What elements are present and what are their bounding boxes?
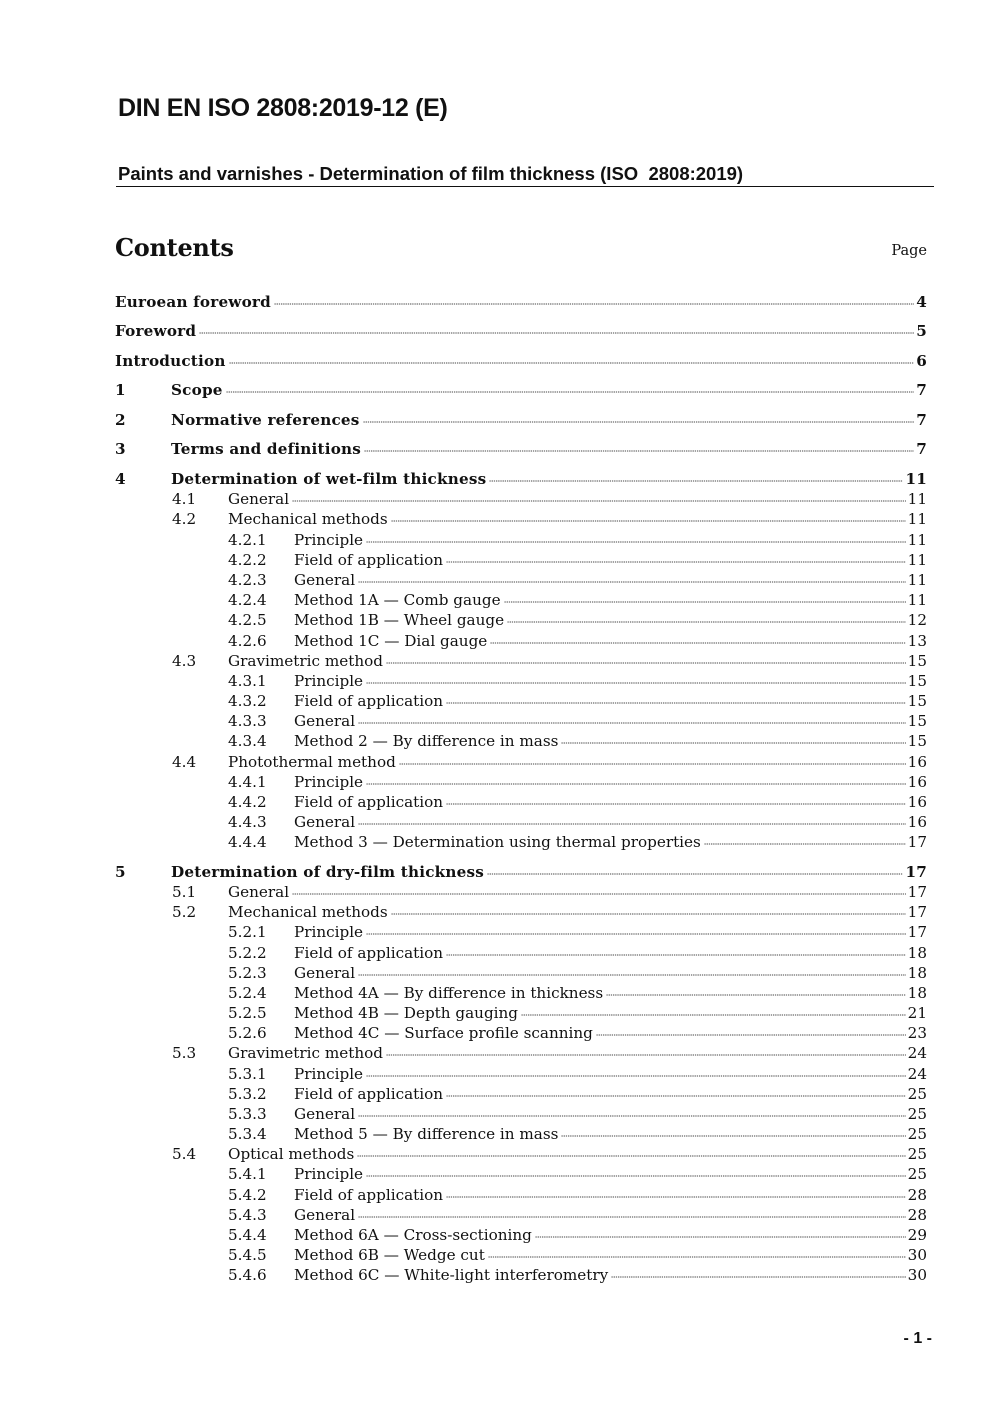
toc-entry-page: 24 — [907, 1044, 927, 1062]
toc-entry-page: 11 — [907, 551, 927, 569]
toc-entry-number: 5.2.1 — [228, 923, 267, 941]
toc-entry-number: 4.2.2 — [228, 551, 267, 569]
toc-entry-number: 5.2.4 — [228, 984, 267, 1002]
toc-entry-page: 17 — [905, 863, 927, 881]
toc-entry-title: Introduction — [115, 352, 226, 370]
page-column-label: Page — [891, 243, 927, 259]
toc-dot-leader — [596, 1033, 906, 1038]
toc-dot-leader — [363, 420, 915, 425]
toc-entry-title: Field of application — [294, 1186, 444, 1204]
toc-dot-leader — [386, 661, 906, 666]
toc-entry-number: 3 — [115, 440, 126, 458]
toc-dot-leader — [487, 872, 903, 877]
toc-entry[interactable] — [115, 812, 927, 832]
toc-entry-title: Principle — [294, 672, 364, 690]
toc-entry-number: 4.3.4 — [228, 732, 267, 750]
toc-entry-page: 17 — [907, 923, 927, 941]
toc-entry-page: 23 — [907, 1024, 927, 1042]
toc-entry-number: 5.1 — [172, 883, 197, 901]
toc-entry-page: 15 — [907, 652, 927, 670]
toc-dot-leader — [606, 993, 906, 998]
toc-entry[interactable] — [115, 1003, 927, 1023]
toc-entry-page: 28 — [907, 1206, 927, 1224]
toc-entry[interactable] — [115, 1265, 927, 1285]
toc-entry[interactable] — [115, 1043, 927, 1063]
toc-entry-title: Field of application — [294, 551, 444, 569]
toc-entry-title: Gravimetric method — [228, 1044, 383, 1062]
toc-dot-leader — [366, 1074, 906, 1079]
toc-entry-title: Field of application — [294, 692, 444, 710]
toc-dot-leader — [292, 499, 906, 504]
toc-entry-title: Method 4B — Depth gauging — [294, 1004, 519, 1022]
toc-entry-title: Photothermal method — [228, 753, 396, 771]
toc-dot-leader — [704, 842, 906, 847]
toc-entry-title: Method 1A — Comb gauge — [294, 591, 501, 609]
toc-entry-page: 5 — [916, 322, 927, 340]
toc-entry-page: 16 — [907, 773, 927, 791]
toc-entry-title: Method 1B — Wheel gauge — [294, 611, 505, 629]
toc-entry-page: 18 — [907, 964, 927, 982]
toc-dot-leader — [561, 741, 905, 746]
toc-entry-number: 5.3 — [172, 1044, 197, 1062]
toc-entry-page: 28 — [907, 1186, 927, 1204]
toc-entry[interactable] — [115, 1144, 927, 1164]
toc-dot-leader — [358, 1114, 906, 1119]
toc-dot-leader — [364, 449, 914, 454]
toc-entry-number: 4.4.4 — [228, 833, 267, 851]
toc-dot-leader — [358, 822, 906, 827]
toc-entry[interactable] — [115, 1023, 927, 1043]
toc-entry-page: 13 — [907, 632, 927, 650]
toc-entry-page: 25 — [907, 1165, 927, 1183]
toc-entry-title: Foreword — [115, 322, 197, 340]
toc-entry[interactable] — [115, 1124, 927, 1144]
toc-entry-number: 4.4.1 — [228, 773, 267, 791]
toc-dot-leader — [446, 560, 906, 565]
toc-dot-leader — [391, 912, 906, 917]
toc-entry[interactable] — [115, 752, 927, 772]
toc-entry-number: 5.2.6 — [228, 1024, 267, 1042]
toc-dot-leader — [507, 620, 906, 625]
toc-entry[interactable] — [115, 489, 927, 509]
toc-entry-title: Method 4A — By difference in thickness — [294, 984, 604, 1002]
toc-entry-page: 11 — [907, 510, 927, 528]
toc-dot-leader — [366, 540, 906, 545]
toc-entry[interactable] — [115, 922, 927, 942]
toc-entry-page: 25 — [907, 1145, 927, 1163]
document-title: DIN EN ISO 2808:2019-12 (E) — [118, 94, 448, 122]
toc-entry[interactable] — [115, 410, 927, 430]
toc-entry[interactable] — [115, 1104, 927, 1124]
toc-entry-title: General — [228, 883, 290, 901]
toc-entry-number: 5.2.2 — [228, 944, 267, 962]
toc-entry-title: Euroean foreword — [115, 293, 271, 311]
toc-dot-leader — [521, 1013, 906, 1018]
toc-entry-title: Normative references — [171, 411, 360, 429]
toc-entry-title: Principle — [294, 531, 364, 549]
toc-entry-page: 6 — [916, 352, 927, 370]
toc-dot-leader — [358, 973, 906, 978]
toc-entry-title: Principle — [294, 1065, 364, 1083]
toc-entry-number: 4.3.2 — [228, 692, 267, 710]
toc-entry[interactable] — [115, 862, 927, 882]
toc-entry[interactable] — [115, 1225, 927, 1245]
toc-dot-leader — [358, 721, 906, 726]
toc-entry-page: 17 — [907, 903, 927, 921]
toc-entry-number: 4.4 — [172, 753, 197, 771]
toc-dot-leader — [366, 932, 906, 937]
toc-entry-title: Method 1C — Dial gauge — [294, 632, 488, 650]
toc-entry[interactable] — [115, 1205, 927, 1225]
toc-entry-title: Mechanical methods — [228, 510, 388, 528]
toc-entry-page: 24 — [907, 1065, 927, 1083]
toc-entry[interactable] — [115, 902, 927, 922]
toc-entry-number: 5.3.4 — [228, 1125, 267, 1143]
toc-entry[interactable] — [115, 469, 927, 489]
toc-dot-leader — [292, 892, 906, 897]
toc-entry-number: 2 — [115, 411, 126, 429]
toc-entry-number: 5.2.3 — [228, 964, 267, 982]
toc-entry-page: 18 — [907, 984, 927, 1002]
toc-entry-page: 16 — [907, 793, 927, 811]
toc-entry[interactable] — [115, 439, 927, 459]
toc-entry-number: 5.4.5 — [228, 1246, 267, 1264]
toc-entry[interactable] — [115, 792, 927, 812]
toc-entry-title: Determination of wet-film thickness — [171, 470, 487, 488]
toc-entry-number: 4.2 — [172, 510, 197, 528]
toc-entry[interactable] — [115, 1245, 927, 1265]
toc-entry-title: Optical methods — [228, 1145, 355, 1163]
toc-dot-leader — [446, 802, 906, 807]
toc-entry-number: 5.4.2 — [228, 1186, 267, 1204]
toc-entry[interactable] — [115, 731, 927, 751]
toc-dot-leader — [366, 681, 906, 686]
toc-dot-leader — [358, 580, 906, 585]
toc-entry-title: Principle — [294, 773, 364, 791]
toc-entry-title: General — [228, 490, 290, 508]
toc-entry-title: Principle — [294, 1165, 364, 1183]
toc-dot-leader — [561, 1134, 905, 1139]
toc-entry-number: 5.2 — [172, 903, 197, 921]
toc-entry-title: Method 4C — Surface profile scanning — [294, 1024, 593, 1042]
toc-dot-leader — [488, 1255, 906, 1260]
toc-entry[interactable] — [115, 963, 927, 983]
toc-entry-number: 5.3.2 — [228, 1085, 267, 1103]
toc-dot-leader — [446, 1094, 906, 1099]
toc-entry[interactable] — [115, 292, 927, 312]
toc-dot-leader — [358, 1215, 906, 1220]
toc-entry-title: Method 2 — By difference in mass — [294, 732, 559, 750]
toc-entry-page: 17 — [907, 833, 927, 851]
toc-entry-number: 5.4.1 — [228, 1165, 267, 1183]
toc-entry-page: 11 — [907, 591, 927, 609]
toc-entry-number: 5 — [115, 863, 126, 881]
toc-entry-title: General — [294, 712, 356, 730]
toc-entry-title: General — [294, 571, 356, 589]
toc-entry[interactable] — [115, 882, 927, 902]
toc-entry[interactable] — [115, 1084, 927, 1104]
toc-entry[interactable] — [115, 943, 927, 963]
toc-entry[interactable] — [115, 651, 927, 671]
toc-entry-page: 12 — [907, 611, 927, 629]
toc-entry[interactable] — [115, 1185, 927, 1205]
toc-entry-title: Field of application — [294, 1085, 444, 1103]
toc-dot-leader — [504, 600, 906, 605]
toc-dot-leader — [391, 519, 906, 524]
toc-dot-leader — [489, 479, 903, 484]
toc-entry-page: 7 — [916, 440, 927, 458]
toc-entry-number: 4 — [115, 470, 126, 488]
contents-heading: Contents — [115, 233, 234, 262]
toc-entry-title: Method 5 — By difference in mass — [294, 1125, 559, 1143]
toc-entry-number: 4.2.6 — [228, 632, 267, 650]
toc-entry[interactable] — [115, 691, 927, 711]
toc-entry[interactable] — [115, 631, 927, 651]
toc-entry-title: General — [294, 813, 356, 831]
toc-entry-number: 4.4.2 — [228, 793, 267, 811]
toc-entry-title: Method 6A — Cross-sectioning — [294, 1226, 532, 1244]
toc-entry[interactable] — [115, 983, 927, 1003]
toc-entry-page: 15 — [907, 712, 927, 730]
toc-entry-page: 11 — [907, 490, 927, 508]
toc-entry-number: 4.3.3 — [228, 712, 267, 730]
toc-entry-title: Mechanical methods — [228, 903, 388, 921]
toc-entry-page: 15 — [907, 692, 927, 710]
toc-entry-title: Gravimetric method — [228, 652, 383, 670]
toc-dot-leader — [446, 1195, 906, 1200]
document-subtitle: Paints and varnishes - Determination of film thickness (ISO 2808:2019) — [116, 163, 934, 187]
toc-entry[interactable] — [115, 321, 927, 341]
toc-entry-title: Determination of dry-film thickness — [171, 863, 485, 881]
toc-entry-number: 5.4 — [172, 1145, 197, 1163]
toc-entry-page: 11 — [907, 571, 927, 589]
toc-entry-page: 29 — [907, 1226, 927, 1244]
toc-entry-title: Principle — [294, 923, 364, 941]
toc-entry[interactable] — [115, 772, 927, 792]
toc-entry-page: 11 — [907, 531, 927, 549]
toc-entry-page: 25 — [907, 1105, 927, 1123]
toc-entry[interactable] — [115, 832, 927, 852]
toc-entry-page: 17 — [907, 883, 927, 901]
toc-dot-leader — [366, 1174, 906, 1179]
toc-entry-number: 4.4.3 — [228, 813, 267, 831]
toc-dot-leader — [229, 361, 915, 366]
toc-entry-title: Scope — [171, 381, 223, 399]
toc-entry-page: 25 — [907, 1085, 927, 1103]
toc-entry-number: 4.2.4 — [228, 591, 267, 609]
toc-entry-page: 25 — [907, 1125, 927, 1143]
toc-dot-leader — [357, 1154, 905, 1159]
toc-entry[interactable] — [115, 1064, 927, 1084]
toc-entry[interactable] — [115, 550, 927, 570]
toc-entry-number: 5.4.4 — [228, 1226, 267, 1244]
toc-dot-leader — [446, 953, 906, 958]
toc-entry[interactable] — [115, 610, 927, 630]
toc-entry[interactable] — [115, 380, 927, 400]
toc-entry-page: 21 — [907, 1004, 927, 1022]
toc-dot-leader — [611, 1275, 905, 1280]
toc-entry-title: Terms and definitions — [171, 440, 362, 458]
toc-entry-page: 16 — [907, 813, 927, 831]
toc-dot-leader — [226, 390, 915, 395]
toc-entry-number: 4.1 — [172, 490, 197, 508]
toc-entry[interactable] — [115, 351, 927, 371]
toc-entry-title: Field of application — [294, 793, 444, 811]
toc-dot-leader — [366, 782, 906, 787]
toc-entry-title: General — [294, 964, 356, 982]
toc-entry-title: Field of application — [294, 944, 444, 962]
toc-entry-title: Method 3 — Determination using thermal properties — [294, 833, 701, 851]
toc-entry-title: Method 6B — Wedge cut — [294, 1246, 485, 1264]
toc-entry[interactable] — [115, 671, 927, 691]
toc-dot-leader — [535, 1235, 906, 1240]
toc-entry-number: 5.3.1 — [228, 1065, 267, 1083]
toc-dot-leader — [490, 641, 905, 646]
toc-dot-leader — [399, 762, 906, 767]
toc-dot-leader — [386, 1053, 906, 1058]
toc-entry-page: 30 — [907, 1246, 927, 1264]
toc-entry-page: 16 — [907, 753, 927, 771]
toc-entry-page: 15 — [907, 732, 927, 750]
toc-entry-number: 1 — [115, 381, 126, 399]
toc-entry-number: 5.4.3 — [228, 1206, 267, 1224]
toc-entry-page: 18 — [907, 944, 927, 962]
toc-entry-number: 4.2.5 — [228, 611, 267, 629]
toc-entry[interactable] — [115, 570, 927, 590]
toc-entry-page: 11 — [905, 470, 927, 488]
toc-entry-number: 4.3.1 — [228, 672, 267, 690]
toc-entry[interactable] — [115, 711, 927, 731]
toc-entry-number: 5.4.6 — [228, 1266, 267, 1284]
toc-entry[interactable] — [115, 509, 927, 529]
toc-dot-leader — [446, 701, 906, 706]
toc-entry-number: 4.3 — [172, 652, 197, 670]
toc-entry[interactable] — [115, 1164, 927, 1184]
toc-entry-page: 7 — [916, 381, 927, 399]
toc-entry-number: 5.2.5 — [228, 1004, 267, 1022]
toc-entry-page: 15 — [907, 672, 927, 690]
toc-entry-number: 4.2.1 — [228, 531, 267, 549]
toc-dot-leader — [274, 302, 914, 307]
toc-entry-title: General — [294, 1105, 356, 1123]
toc-entry[interactable] — [115, 590, 927, 610]
toc-entry-number: 5.3.3 — [228, 1105, 267, 1123]
toc-entry-page: 30 — [907, 1266, 927, 1284]
toc-entry-number: 4.2.3 — [228, 571, 267, 589]
page-number: - 1 - — [903, 1330, 932, 1347]
toc-entry-page: 4 — [916, 293, 927, 311]
toc-entry-title: Method 6C — White-light interferometry — [294, 1266, 609, 1284]
toc-entry[interactable] — [115, 530, 927, 550]
toc-dot-leader — [199, 331, 914, 336]
toc-entry-page: 7 — [916, 411, 927, 429]
toc-entry-title: General — [294, 1206, 356, 1224]
